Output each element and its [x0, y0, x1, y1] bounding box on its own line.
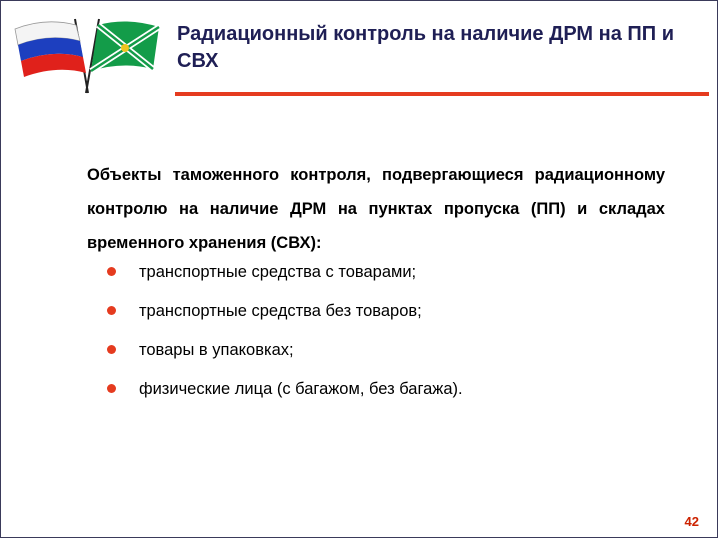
- list-item-label: транспортные средства без товаров;: [139, 302, 422, 320]
- intro-paragraph: Объекты таможенного контроля, подвергающиеся радиационному контролю на наличие ДРМ на пунктах пропуска (ПП) и складах временного хранения (СВХ):: [87, 166, 665, 252]
- page-number: 42: [684, 514, 699, 529]
- russian-flag-icon: [15, 19, 88, 93]
- list-item-label: транспортные средства с товарами;: [139, 263, 417, 281]
- list-item-label: товары в упаковках;: [139, 341, 294, 359]
- bullet-icon: [107, 267, 116, 276]
- flags-logo: [9, 15, 169, 95]
- customs-flag-icon: [86, 19, 159, 93]
- bullet-icon: [107, 345, 116, 354]
- title-underline: [175, 92, 709, 96]
- list-item-label: физические лица (с багажом, без багажа).: [139, 380, 463, 398]
- slide-title: Радиационный контроль на наличие ДРМ на ПП и СВХ: [177, 23, 674, 72]
- bullet-icon: [107, 384, 116, 393]
- bullet-icon: [107, 306, 116, 315]
